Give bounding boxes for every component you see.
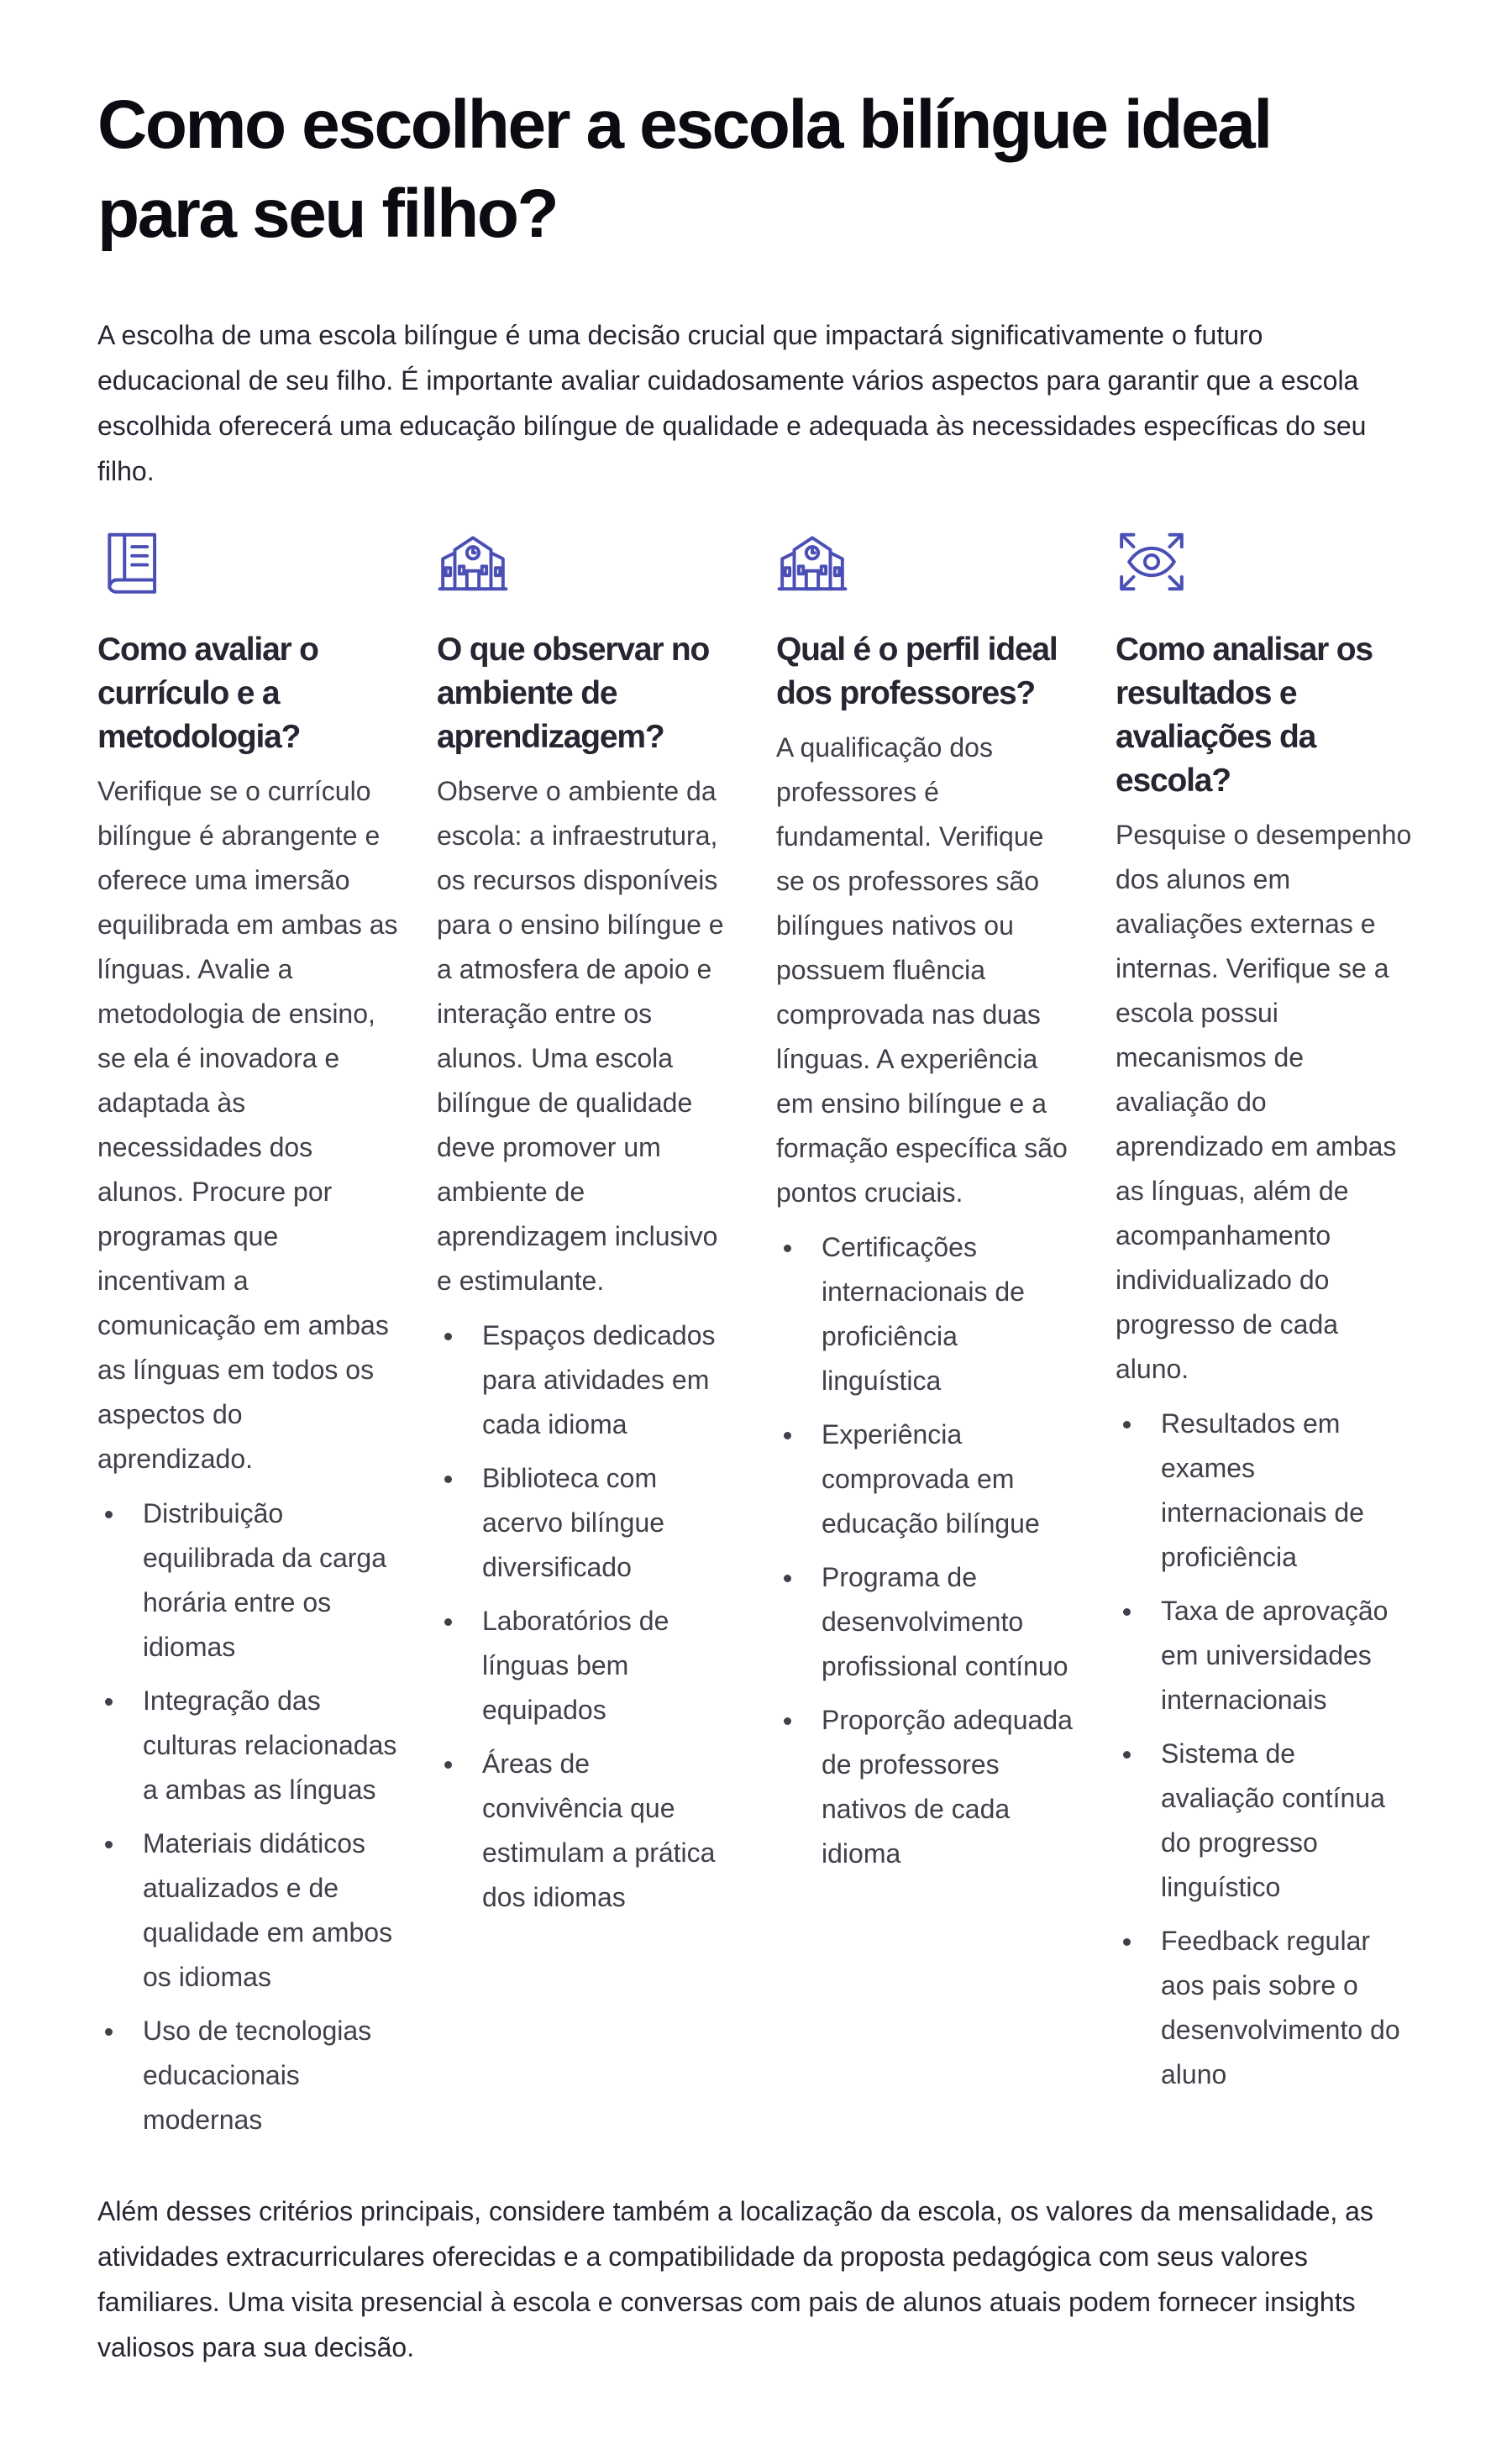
- bullet-list: [1116, 1402, 1416, 2097]
- article: [97, 81, 1416, 2370]
- list-item: Distribuição equilibrada da carga horária entre os idiomas: [97, 1492, 398, 1670]
- section-body: A qualificação dos professores é fundamental. Verifique se os professores são bilíngues nativos ou possuem fluência comprovada nas duas línguas. A experiência em ensino bilíngue e a formação específica são pontos cruciais.: [776, 732, 1068, 1208]
- list-item: Taxa de aprovação em universidades internacionais: [1116, 1589, 1416, 1722]
- list-item: Resultados em exames internacionais de proficiência: [1116, 1402, 1416, 1580]
- criteria-columns: [97, 526, 1416, 2152]
- list-item: Experiência comprovada em educação bilíngue: [776, 1413, 1077, 1546]
- section-heading: Qual é o perfil ideal dos professores?: [776, 632, 1058, 711]
- list-item: Sistema de avaliação contínua do progresso linguístico: [1116, 1732, 1416, 1910]
- section-heading: O que observar no ambiente de aprendizagem?: [437, 632, 710, 755]
- section-heading: Como avaliar o currículo e a metodologia?: [97, 632, 318, 755]
- list-item: Proporção adequada de professores nativos de cada idioma: [776, 1698, 1077, 1876]
- list-item: Uso de tecnologias educacionais modernas: [97, 2009, 398, 2142]
- intro-paragraph: A escolha de uma escola bilíngue é uma decisão crucial que impactará significativamente o futuro educacional de seu filho. É importante avaliar cuidadosamente vários aspectos para garantir que a escola escolhida oferecerá uma educação bilíngue de qualidade e adequada às necessidades específicas do seu filho.: [97, 320, 1367, 486]
- list-item: Espaços dedicados para atividades em cada idioma: [437, 1313, 738, 1447]
- school-building-icon: [437, 526, 509, 598]
- criteria-column-teachers: [776, 526, 1077, 2152]
- list-item: Feedback regular aos pais sobre o desenvolvimento do aluno: [1116, 1919, 1416, 2097]
- list-item: Áreas de convivência que estimulam a prática dos idiomas: [437, 1742, 738, 1920]
- list-item: Biblioteca com acervo bilíngue diversificado: [437, 1456, 738, 1590]
- list-item: Laboratórios de línguas bem equipados: [437, 1599, 738, 1733]
- book-icon: [97, 526, 170, 598]
- list-item: Certificações internacionais de proficiência linguística: [776, 1225, 1077, 1403]
- criteria-column-environment: [437, 526, 738, 2152]
- closing-paragraph: Além desses critérios principais, considere também a localização da escola, os valores da mensalidade, as atividades extracurriculares oferecidas e a compatibilidade da proposta pedagógica com seus valores familiares. Uma visita presencial à escola e conversas com pais de alunos atuais podem fornecer insights valiosos para sua decisão.: [97, 2196, 1373, 2362]
- eye-focus-icon: [1116, 526, 1188, 598]
- list-item: Programa de desenvolvimento profissional contínuo: [776, 1555, 1077, 1689]
- criteria-column-results: [1116, 526, 1416, 2152]
- section-body: Pesquise o desempenho dos alunos em avaliações externas e internas. Verifique se a escola possui mecanismos de avaliação do aprendizado em ambas as línguas, além de acompanhamento individualizado do progresso de cada aluno.: [1116, 820, 1412, 1384]
- criteria-column-curriculum: [97, 526, 398, 2152]
- section-heading: Como analisar os resultados e avaliações da escola?: [1116, 632, 1373, 799]
- list-item: Integração das culturas relacionadas a ambas as línguas: [97, 1679, 398, 1812]
- page-title: Como escolher a escola bilíngue ideal para seu filho?: [97, 87, 1271, 252]
- section-body: Verifique se o currículo bilíngue é abrangente e oferece uma imersão equilibrada em ambas as línguas. Avalie a metodologia de ensino, se ela é inovadora e adaptada às necessidades dos alunos. Procure por programas que incentivam a comunicação em ambas as línguas em todos os aspectos do aprendizado.: [97, 776, 398, 1474]
- list-item: Materiais didáticos atualizados e de qualidade em ambos os idiomas: [97, 1822, 398, 2000]
- bullet-list: [776, 1225, 1077, 1876]
- section-body: Observe o ambiente da escola: a infraestrutura, os recursos disponíveis para o ensino bilíngue e a atmosfera de apoio e interação entre os alunos. Uma escola bilíngue de qualidade deve promover um ambiente de aprendizagem inclusivo e estimulante.: [437, 776, 724, 1296]
- bullet-list: [97, 1492, 398, 2142]
- school-building-icon: [776, 526, 848, 598]
- bullet-list: [437, 1313, 738, 1920]
